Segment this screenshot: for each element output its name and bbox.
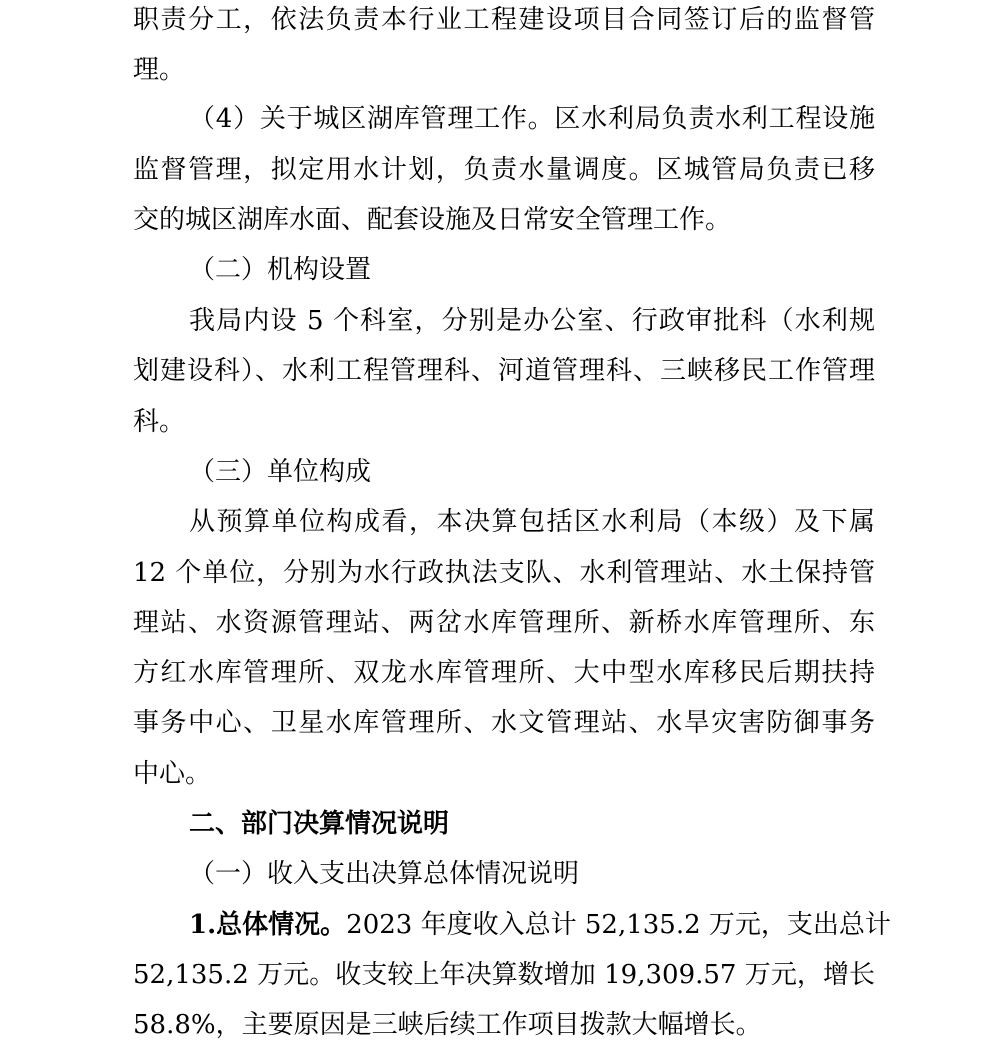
paragraph-first-line: 从预算单位构成看，本决算包括区水利局（本级）及下属 [189,507,875,537]
summary-text-line: 58.8%，主要原因是三峡后续工作项目拨款大幅增长。 [133,1010,762,1040]
section-heading: （二）机构设置 [189,255,372,285]
chapter-heading: 二、部门决算情况说明 [189,809,450,839]
body-text-line: 事务中心、卫星水库管理所、水文管理站、水旱灾害防御事务 [133,708,875,738]
body-text-line: 理。 [133,55,186,85]
summary-first-line [189,910,891,940]
body-text-line: 监督管理，拟定用水计划，负责水量调度。区城管局负责已移 [133,155,875,185]
body-text-line: 划建设科）、水利工程管理科、河道管理科、三峡移民工作管理 [133,356,875,386]
paragraph-first-line: 我局内设 5 个科室，分别是办公室、行政审批科（水利规 [189,306,875,336]
summary-line1-text: 2023 年度收入总计 52,135.2 万元，支出总计 [346,910,891,940]
section-heading: （三）单位构成 [189,457,372,487]
summary-text-line: 52,135.2 万元。收支较上年决算数增加 19,309.57 万元，增长 [133,960,875,990]
body-text-line: 方红水库管理所、双龙水库管理所、大中型水库移民后期扶持 [133,658,875,688]
body-text-line: 科。 [133,407,186,437]
body-text-line: 交的城区湖库水面、配套设施及日常安全管理工作。 [133,205,732,235]
body-text-line: 职责分工，依法负责本行业工程建设项目合同签订后的监督管 [133,5,875,35]
section-heading: （一）收入支出决算总体情况说明 [189,859,580,889]
summary-lead: 1.总体情况。 [189,910,347,940]
paragraph-first-line: （4）关于城区湖库管理工作。区水利局负责水利工程设施 [189,104,875,134]
body-text-line: 理站、水资源管理站、两岔水库管理所、新桥水库管理所、东 [133,608,875,638]
body-text-line: 中心。 [133,759,212,789]
body-text-line: 12 个单位，分别为水行政执法支队、水利管理站、水土保持管 [133,558,875,588]
